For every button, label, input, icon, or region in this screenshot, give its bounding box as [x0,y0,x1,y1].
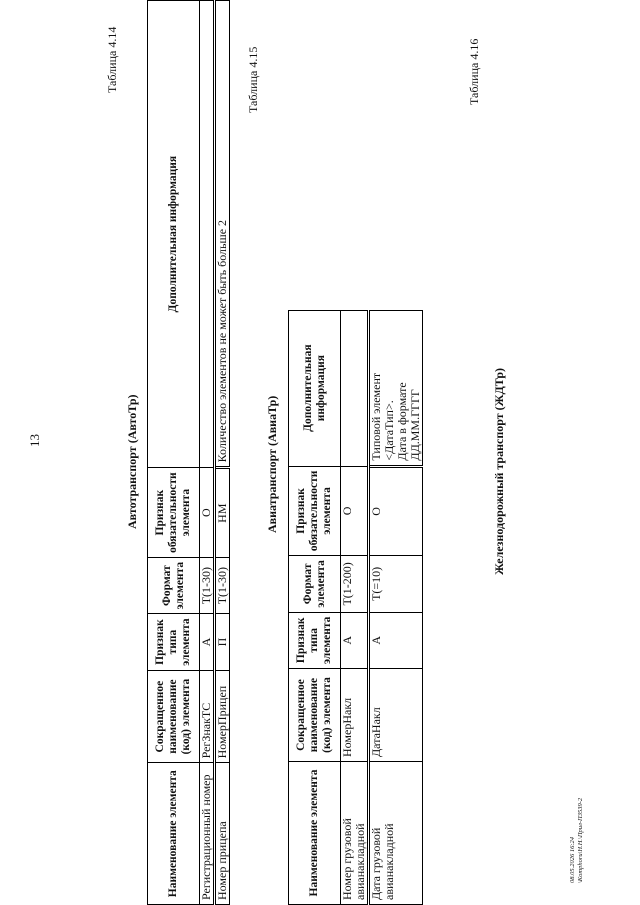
page-number: 13 [27,434,42,447]
cell-info [369,310,423,466]
table-caption-4-16: Таблица 4.16 [467,38,481,105]
cell-code: НомерНакл [341,669,369,762]
header-type: Признак типа элемента [148,614,200,670]
cell-required: О [369,466,423,556]
cell-code: ДатаНакл [369,669,423,762]
header-name: Наименование элемента [289,762,341,905]
header-format: Формат элемента [148,557,200,613]
cell-name: Регистрационный номер [200,763,215,905]
table-4-14 [147,0,230,905]
header-type: Признак типа элемента [289,612,341,668]
header-info: Дополнительная информация [289,310,341,466]
cell-format: Т(1-30) [200,557,215,613]
header-required: Признак обязательности элемента [289,466,341,556]
cell-required: О [341,466,369,556]
header-code: Сокращенное наименование (код) элемента [148,670,200,763]
table-row [200,1,215,905]
header-code: Сокращенное наименование (код) элемента [289,669,341,762]
cell-required: НМ [215,468,230,558]
table-title-4-16: Железнодорожный транспорт (ЖДТр) [492,368,506,575]
cell-format: Т(1-200) [341,556,369,612]
header-info: Дополнительная информация [148,1,200,468]
cell-info: Количество элементов не может быть больше 2 [215,1,230,468]
table-header-row [289,310,341,904]
cell-type: А [200,614,215,670]
cell-info [200,1,215,468]
table-row [215,1,230,905]
footer-stamp [569,798,585,883]
table-row [341,310,369,904]
cell-name: Номер прицепа [215,763,230,905]
cell-format: Т(1-30) [215,557,230,613]
cell-required: О [200,468,215,558]
table-caption-4-14: Таблица 4.14 [105,26,119,93]
table-header-row [148,1,200,905]
cell-type: А [341,612,369,668]
cell-info-line: Типовой элемент <ДатаТип>. [369,372,396,461]
cell-info-line: Дата в формате ДД.ММ.ГГГГ [395,382,422,461]
header-required: Признак обязательности элемента [148,468,200,558]
header-name: Наименование элемента [148,763,200,905]
cell-name: Номер грузовой авианакладной [341,762,369,905]
cell-code: НомерПрицеп [215,670,230,763]
table-title-4-14: Автотранспорт (АвтоТр) [125,394,139,529]
table-4-15 [288,310,423,905]
header-format: Формат элемента [289,556,341,612]
cell-type: А [369,612,423,668]
table-caption-4-15: Таблица 4.15 [246,46,260,113]
cell-name: Дата грузовой авианакладной [369,762,423,905]
cell-format: Т(=10) [369,556,423,612]
table-title-4-15: Авиатранспорт (АвиаТр) [265,395,279,533]
footer-line: 08.05.2026 16:24 [569,836,576,883]
cell-code: РегЗнакТС [200,670,215,763]
footer-line: \Komphoru\H.H.\Прил-П3539-2 [577,797,584,883]
cell-info [341,310,369,466]
cell-type: П [215,614,230,670]
table-row [369,310,423,904]
